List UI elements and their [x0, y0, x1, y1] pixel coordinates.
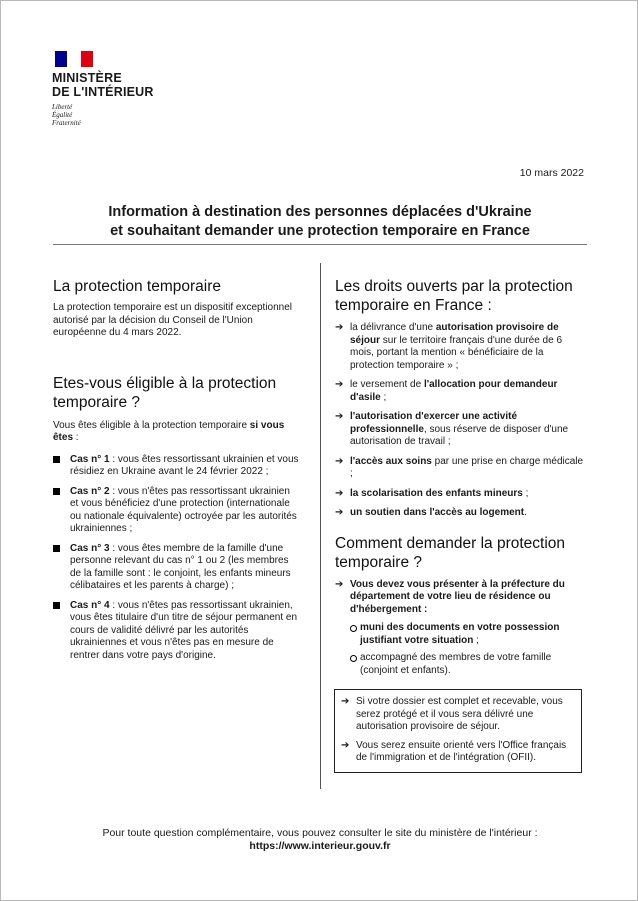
- square-bullet-icon: [53, 488, 60, 495]
- list-item: muni des documents en votre possession justifiant votre situation ;: [350, 622, 587, 647]
- title-divider: [53, 244, 587, 245]
- eligibility-cases: [53, 454, 301, 663]
- list-item: ➔ l'autorisation d'exercer une activité professionnelle, sous réserve de disposer d'une autorisation de travail ;: [335, 411, 569, 447]
- ministry-logo: [52, 51, 154, 127]
- circle-bullet-icon: [350, 625, 357, 632]
- arrow-right-icon: ➔: [341, 696, 350, 707]
- column-divider: [320, 263, 321, 789]
- footer: [41, 827, 599, 853]
- outcome-list: [335, 696, 581, 765]
- list-item: ➔ Vous serez ensuite orienté vers l'Office français de l'immigration et de l'intégration (OFII).: [341, 739, 567, 763]
- document-title: Information à destination des personnes déplacées d'Ukraine et souhaitant demander une protection temporaire en France: [108, 204, 532, 239]
- rights-list: [335, 322, 587, 520]
- list-item: ➔ Si votre dossier est complet et recevable, vous serez protégé et il vous sera délivré une autorisation provisoire de séjour.: [341, 696, 563, 732]
- section-heading-eligibility: Etes-vous éligible à la protection temporaire ?: [53, 374, 277, 411]
- left-column: [53, 277, 301, 669]
- square-bullet-icon: [53, 602, 60, 609]
- list-item: Cas n° 4 : vous n'êtes pas ressortissant ukrainien, vous êtes titulaire d'un titre de séjour permanent en cours de validité délivré par les autorités ukrainiennes et vous n'êtes pas en mesure de rentrer dans votre pays d'origine.: [53, 600, 301, 663]
- arrow-right-icon: ➔: [335, 379, 344, 390]
- outcome-box: [334, 689, 582, 773]
- arrow-right-icon: ➔: [335, 507, 344, 518]
- list-item: Cas n° 1 : vous êtes ressortissant ukrainien et vous résidiez en Ukraine avant le 24 février 2022 ;: [53, 454, 301, 479]
- apply-sub-list: [350, 622, 587, 677]
- document-date: 10 mars 2022: [519, 167, 584, 179]
- square-bullet-icon: [53, 545, 60, 552]
- arrow-right-icon: ➔: [335, 455, 344, 467]
- list-item: ➔ la délivrance d'une autorisation provisoire de séjour sur le territoire français d'une durée de 6 mois, portant la mention « bénéficiaire de la protection temporaire » ;: [335, 322, 563, 371]
- arrow-right-icon: ➔: [335, 322, 344, 333]
- ministry-name: MINISTÈRE DE L'INTÉRIEUR: [52, 71, 154, 99]
- list-item: Cas n° 2 : vous n'êtes pas ressortissant ukrainien et vous bénéficiez d'une protection (internationale ou nationale équivalente) octroyée par les autorités ukrainiennes ;: [53, 486, 301, 536]
- arrow-right-icon: ➔: [335, 578, 344, 590]
- list-item: ➔ un soutien dans l'accès au logement.: [335, 507, 527, 518]
- protection-description: La protection temporaire est un dispositif exceptionnel autorisé par la décision du Conseil de l'Union européenne du 4 mars 2022.: [53, 302, 293, 338]
- motto: Liberté Égalité Fraternité: [52, 103, 81, 127]
- arrow-right-icon: ➔: [335, 411, 344, 422]
- arrow-right-icon: ➔: [341, 739, 350, 751]
- apply-steps: [335, 579, 587, 678]
- eligibility-intro: Vous êtes éligible à la protection temporaire si vous êtes :: [53, 419, 285, 443]
- circle-bullet-icon: [350, 655, 357, 662]
- right-column: [335, 277, 587, 684]
- arrow-right-icon: ➔: [335, 487, 344, 499]
- square-bullet-icon: [53, 456, 60, 463]
- flag-icon: [55, 51, 93, 67]
- list-item: ➔ Vous devez vous présenter à la préfecture du département de votre lieu de résidence ou d'hébergement : muni des documents en votre possession justifiant votre situation ; accompagné des membres de votre famille (conjoint et enfants).: [335, 579, 587, 678]
- ministry-website-link[interactable]: https://www.interieur.gouv.fr: [249, 840, 391, 852]
- list-item: accompagné des membres de votre famille (conjoint et enfants).: [350, 652, 587, 677]
- list-item: Cas n° 3 : vous êtes membre de la famille d'une personne relevant du cas n° 1 ou 2 (les membres de la famille sont : le conjoint, les enfants mineurs célibataires et les parents à charge) ;: [53, 543, 301, 593]
- footer-text: Pour toute question complémentaire, vous pouvez consulter le site du ministère de l'intérieur :: [102, 827, 538, 839]
- list-item: ➔ l'accès aux soins par une prise en charge médicale ;: [335, 455, 584, 479]
- list-item: ➔ la scolarisation des enfants mineurs ;: [335, 487, 529, 499]
- section-heading-protection: La protection temporaire: [53, 278, 222, 295]
- section-heading-how-to-apply: Comment demander la protection temporaire ?: [335, 534, 566, 571]
- list-item: ➔ le versement de l'allocation pour demandeur d'asile ;: [335, 379, 558, 403]
- section-heading-rights: Les droits ouverts par la protection temporaire en France :: [335, 278, 573, 314]
